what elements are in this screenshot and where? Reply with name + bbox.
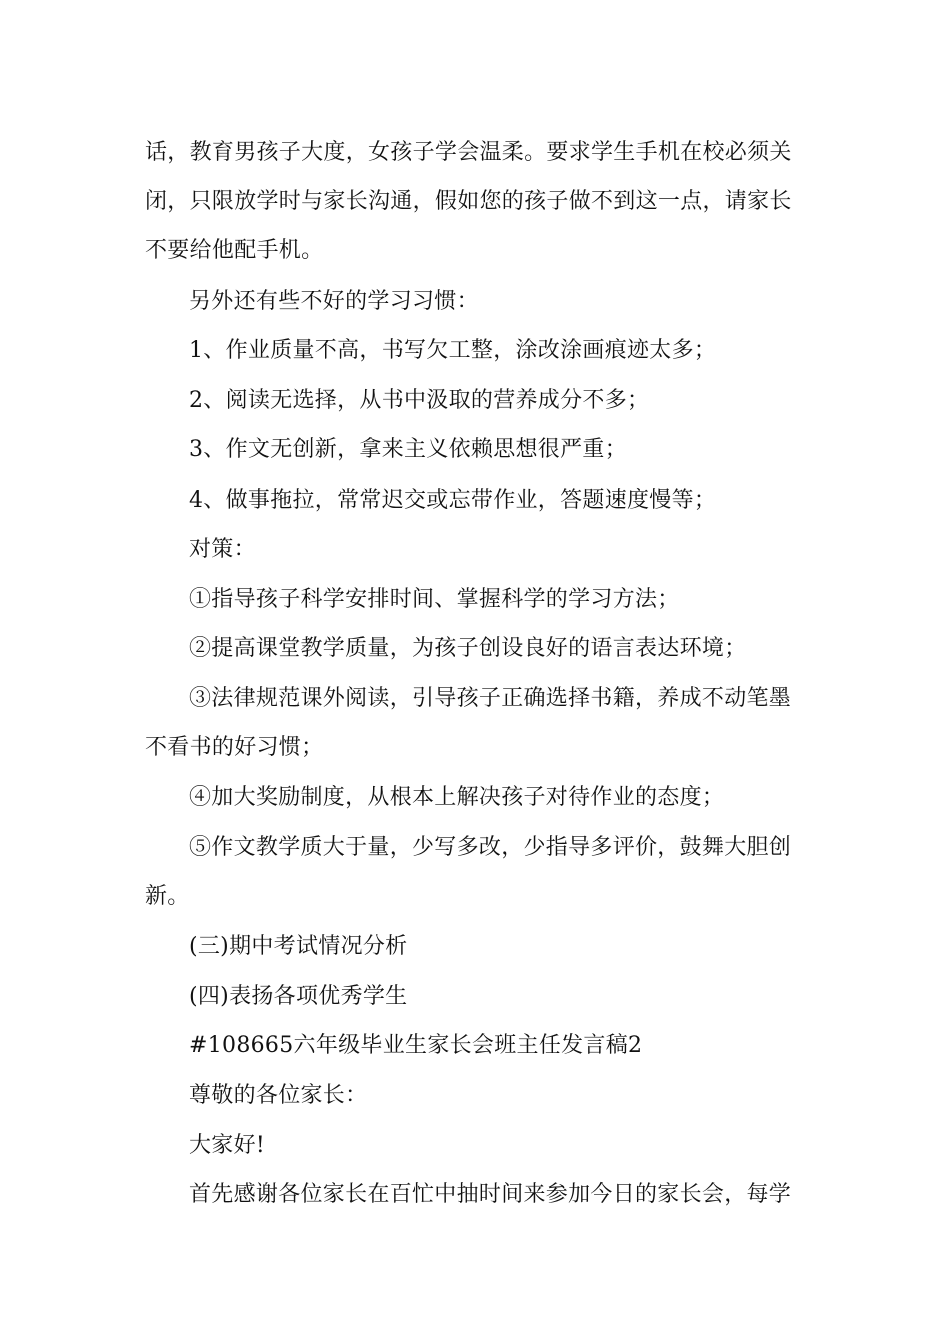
list-item: 2、阅读无选择，从书中汲取的营养成分不多； <box>189 388 650 413</box>
paragraph-line: 首先感谢各位家长在百忙中抽时间来参加今日的家长会，每学 <box>189 1182 792 1207</box>
list-item: ④加大奖励制度，从根本上解决孩子对待作业的态度； <box>189 785 725 810</box>
section-heading: (三)期中考试情况分析 <box>189 934 408 959</box>
list-item: ③法律规范课外阅读，引导孩子正确选择书籍，养成不动笔墨 <box>189 686 792 711</box>
document-title: #108665六年级毕业生家长会班主任发言稿2 <box>189 1033 643 1058</box>
paragraph-line: 不看书的好习惯； <box>145 735 324 760</box>
paragraph-line: 另外还有些不好的学习习惯： <box>189 289 479 314</box>
list-item: 3、作文无创新，拿来主义依赖思想很严重； <box>189 437 627 462</box>
list-item: ②提高课堂教学质量，为孩子创设良好的语言表达环境； <box>189 636 747 661</box>
paragraph-line: 闭，只限放学时与家长沟通，假如您的孩子做不到这一点，请家长 <box>145 189 792 214</box>
section-label: 对策： <box>189 537 256 562</box>
list-item: 1、作业质量不高，书写欠工整，涂改涂画痕迹太多； <box>189 338 717 363</box>
list-item: ①指导孩子科学安排时间、掌握科学的学习方法； <box>189 587 680 612</box>
list-item: 4、做事拖拉，常常迟交或忘带作业，答题速度慢等； <box>189 488 717 513</box>
paragraph-line: 新。 <box>145 884 190 909</box>
list-item: ⑤作文教学质大于量，少写多改，少指导多评价，鼓舞大胆创 <box>189 835 792 860</box>
salutation: 尊敬的各位家长： <box>189 1083 368 1108</box>
section-heading: (四)表扬各项优秀学生 <box>189 984 408 1009</box>
greeting: 大家好! <box>189 1133 266 1158</box>
paragraph-line: 不要给他配手机。 <box>145 238 324 263</box>
paragraph-line: 话，教育男孩子大度，女孩子学会温柔。要求学生手机在校必须关 <box>145 140 792 165</box>
